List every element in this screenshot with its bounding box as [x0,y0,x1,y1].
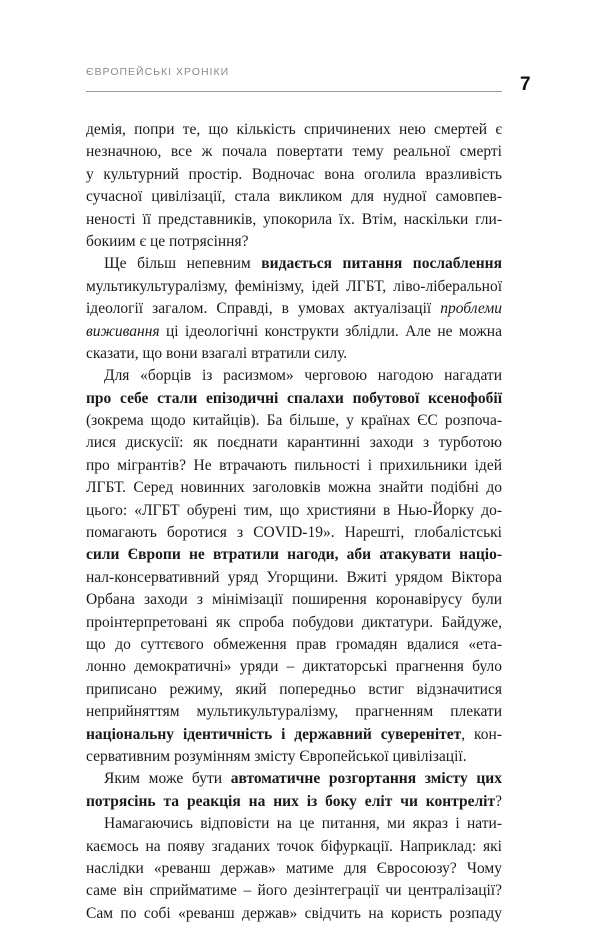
text-run: незначною, все ж почала повертати тему реальної смерті [86,143,502,161]
italic-text: проблеми [440,300,502,318]
text-line [86,298,502,320]
text-run: нал-консервативний уряд Угорщини. Вжиті урядом Віктора [86,568,502,586]
text-run: ці ідеологічні конструкти зблідли. Але не можна [159,322,502,340]
text-run: що до суттєвого обмеження прав громадян вдалися «ета- [86,635,502,653]
text-run: саме він сприйматиме – його дезінтеграції чи централізації? [86,882,502,900]
text-line [86,589,502,611]
text-run: помагають боротися з COVID-19». Нарешті, глобалістські [86,524,502,542]
text-line [86,544,502,566]
text-line [86,276,502,298]
bold-text: про себе стали епізодичні спалахи побутової ксенофобії [86,389,502,407]
text-run: сказати, що вони взагалі втратили силу. [86,344,348,362]
text-run: Яким може бути [104,770,231,788]
text-line [86,768,502,790]
bold-text: потрясінь та реакція на них із боку еліт чи контреліт [86,792,496,810]
text-run: мультикультуралізму, фемінізму, ідей ЛГБТ, ліво-ліберальної [86,277,502,295]
text-line [86,432,502,454]
text-line [86,679,502,701]
header-rule [86,91,502,92]
text-line [86,321,502,343]
text-line [86,724,502,746]
text-line [86,231,502,253]
text-line [86,746,502,768]
text-run: Намагаючись відповісти на це питання, ми якраз і нати- [104,815,502,833]
italic-text: виживання [86,322,160,340]
text-run: ідеології загалом. Справді, в умовах актуалізації [86,300,441,318]
text-run: демія, попри те, що кількість спричинених нею смертей є [86,121,502,138]
text-run: ЛГБТ. Серед новинних заголовків можна знайти подібні до [86,479,502,497]
text-line [86,903,502,925]
text-run: бокиим є це потрясіння? [86,232,249,250]
text-run: каємось на появу згаданих точок біфуркації. Наприклад: які [86,837,502,855]
text-line [86,858,502,880]
text-run: (зокрема щодо китайців). Ба більше, у країнах ЄС розпоча- [86,412,502,430]
text-line [86,477,502,499]
text-line [86,410,502,432]
text-run: наслідки «реванш держав» матиме для Євросоюзу? Чому [86,859,502,877]
text-run: Орбана заходи з мінімізації поширення коронавірусу були [86,591,502,609]
text-run: сервативним розумінням змісту Європейської цивілізації. [86,747,467,765]
text-run: лися дискусії: як поєднати карантинні заходи з турботою [86,434,502,452]
text-line [86,813,502,835]
text-line [86,455,502,477]
text-line [86,500,502,522]
text-line [86,119,502,141]
text-run: , кон- [461,725,502,743]
text-line [86,209,502,231]
text-run: лонно демократичні» уряди – диктаторські прагнення було [86,658,502,676]
bold-text: сили Європи не втратили нагоди, аби атакувати націо- [86,546,502,564]
text-line [86,522,502,544]
text-run: неприйняттям мультикультуралізму, прагненням плекати [86,703,502,721]
text-run: сучасної цивілізації, стала викликом для нудної самовпев- [86,188,502,206]
text-line [86,253,502,275]
text-line [86,880,502,902]
text-line [86,656,502,678]
running-head: ЄВРОПЕЙСЬКІ ХРОНІКИ [86,66,230,78]
text-line [86,791,502,813]
text-line [86,388,502,410]
text-line [86,612,502,634]
text-line [86,343,502,365]
text-line [86,701,502,723]
text-line [86,836,502,858]
text-run: цього: «ЛГБТ обурені тим, що християни в Нью-Йорку до- [86,501,502,519]
text-run: про мігрантів? Не втрачають пильності і прихильники ідей [86,456,502,474]
bold-text: автоматичне розгортання змісту цих [230,770,502,788]
text-run: Для «борців із расизмом» черговою нагодою нагадати [104,367,502,385]
text-run: Ще більш непевним [104,255,262,273]
text-line [86,141,502,163]
bold-text: видається питання послаблення [261,255,502,273]
page-number: 7 [520,74,531,95]
text-run: неності її представників, упокорила їх. Втім, наскільки гли- [86,210,502,228]
text-line [86,164,502,186]
text-run: ? [495,792,502,810]
text-line [86,567,502,589]
text-line [86,186,502,208]
text-line [86,634,502,656]
text-run: проінтерпретовані як спроба побудови диктатури. Байдуже, [86,613,502,631]
bold-text: національну ідентичність і державний суверенітет [86,725,462,743]
body-text [86,119,502,925]
text-line [86,365,502,387]
text-run: Сам по собі «реванш держав» свідчить на користь розпаду [86,904,502,922]
text-run: приписано режиму, який попередньо встиг відзначитися [86,680,502,698]
text-run: у культурний простір. Водночас вона оголила вразливість [86,165,502,183]
